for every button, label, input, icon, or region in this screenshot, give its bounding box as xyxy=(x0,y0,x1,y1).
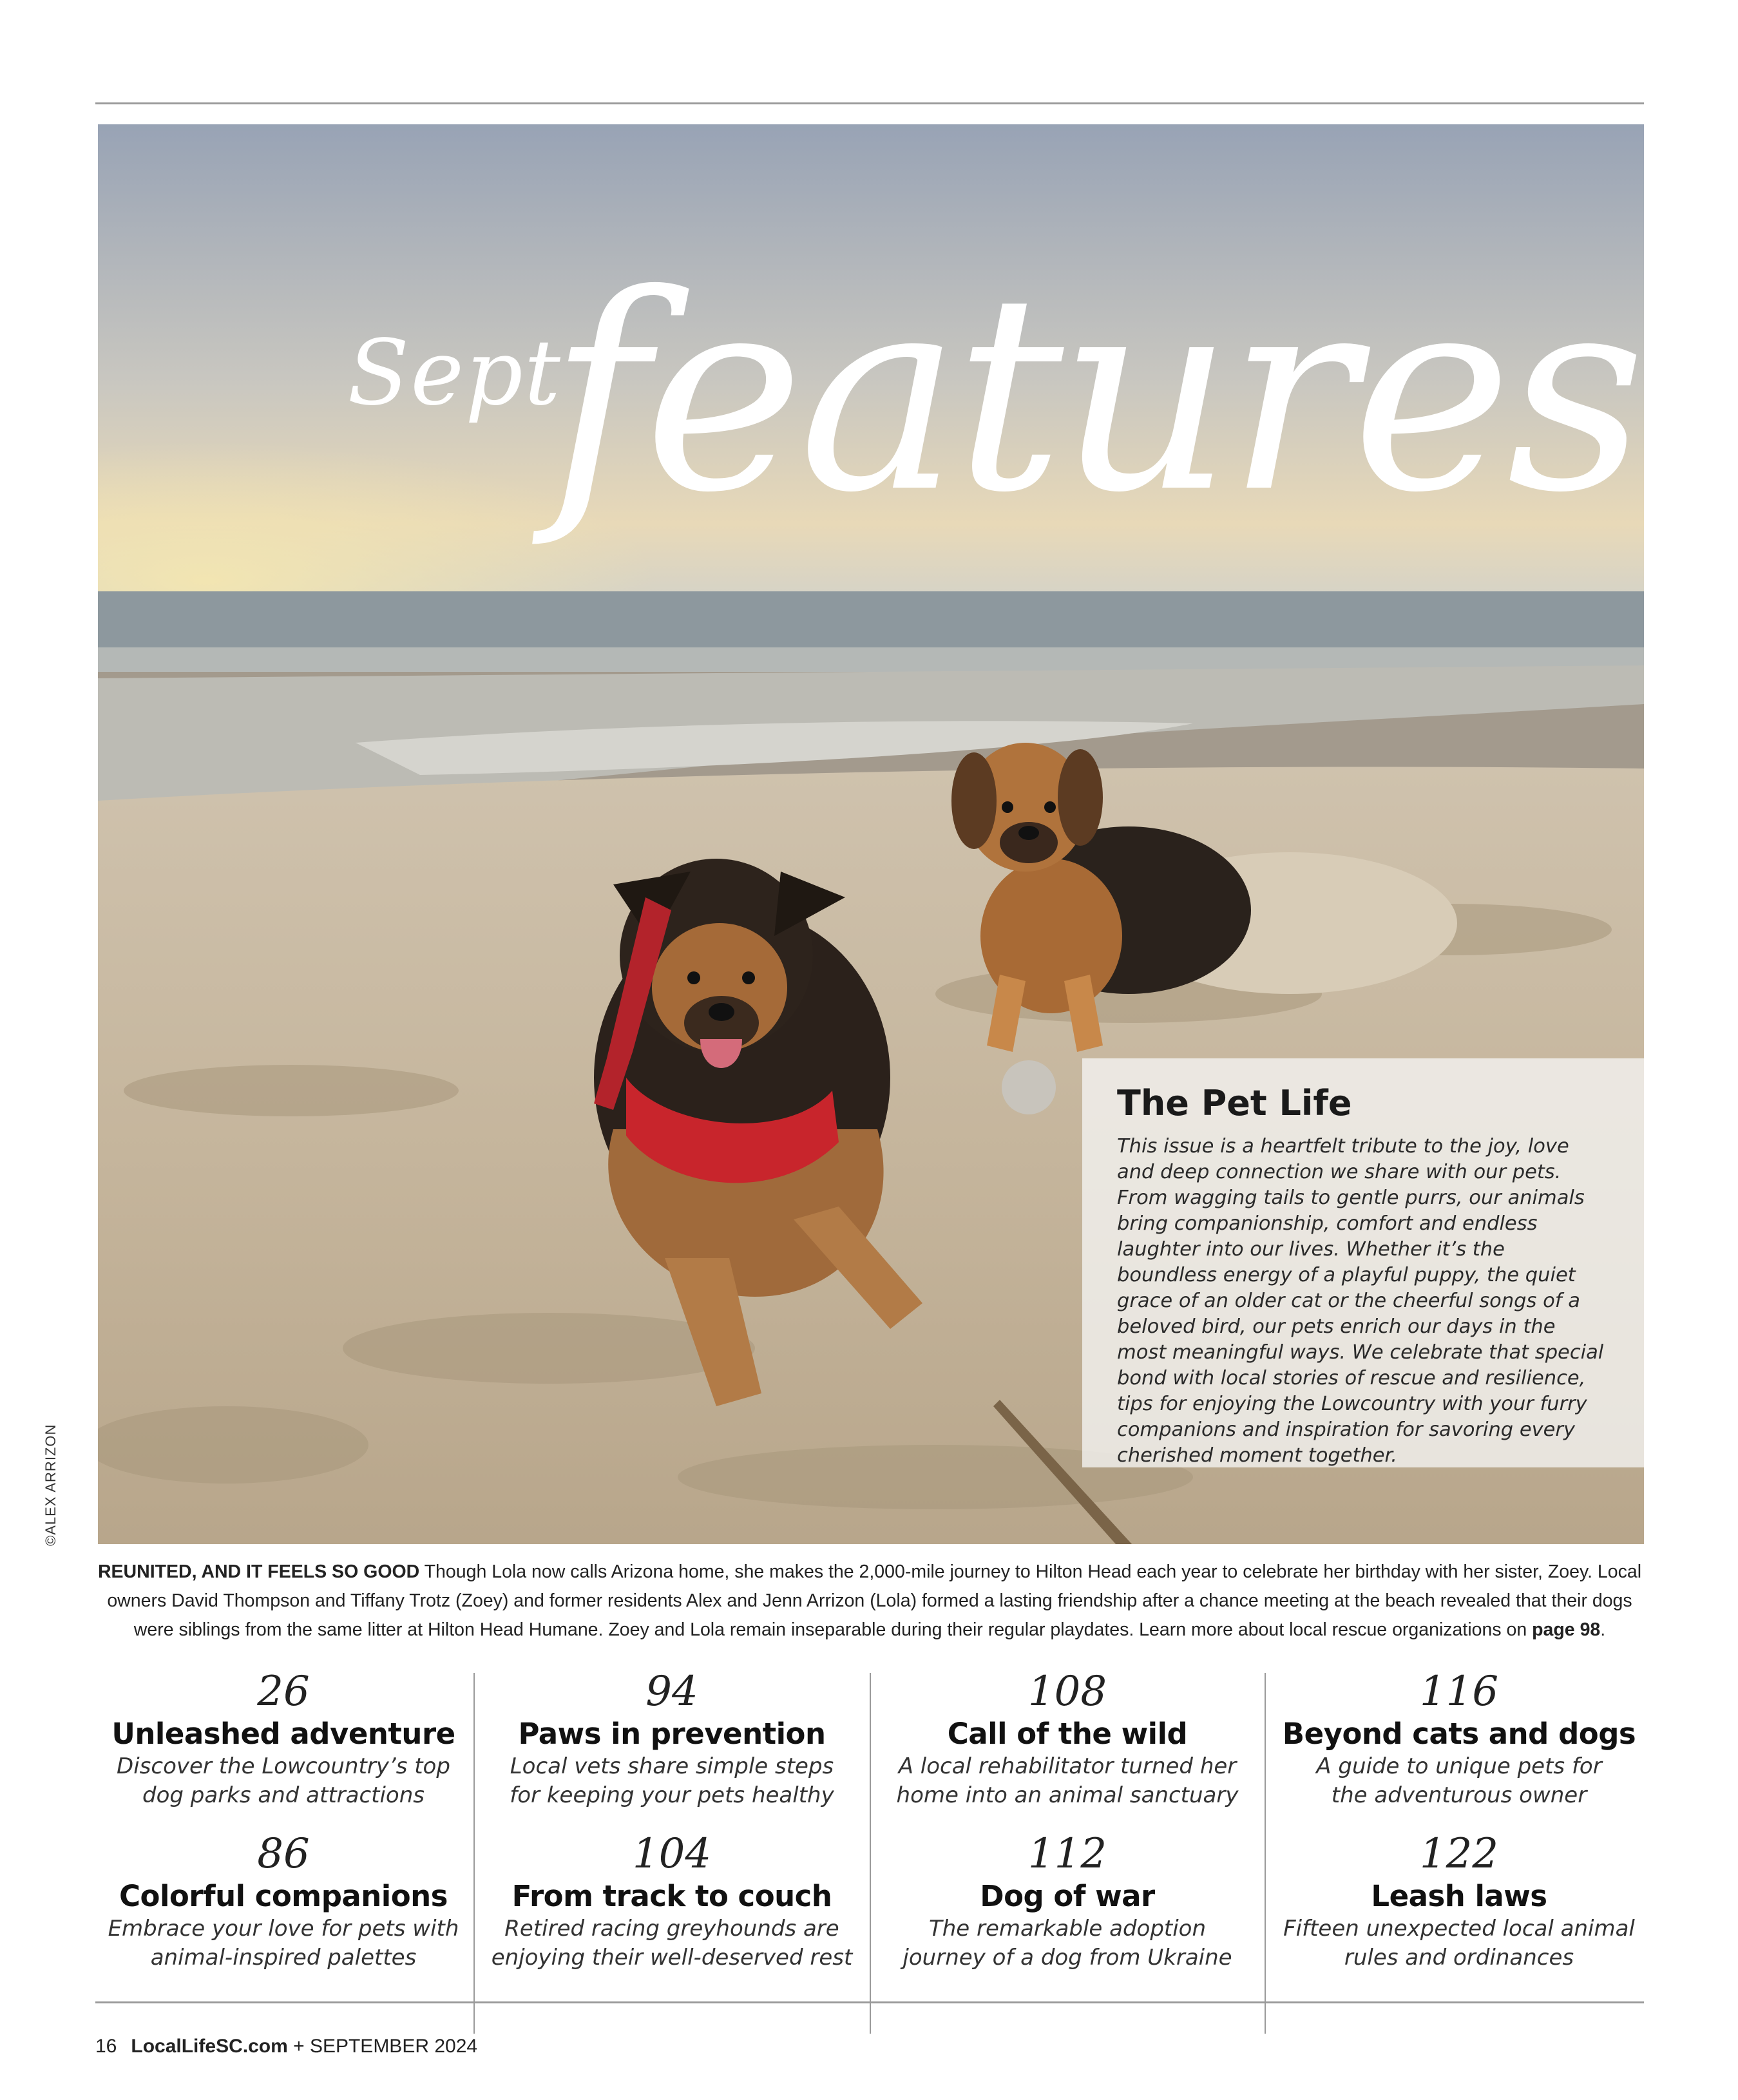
feature-page-number: 112 xyxy=(1027,1830,1107,1878)
feature-page-number: 108 xyxy=(1027,1668,1107,1715)
feature-title: Call of the wild xyxy=(947,1717,1188,1751)
feature-title: Paws in prevention xyxy=(518,1717,826,1751)
features-title: features xyxy=(549,237,1641,552)
feature-desc-line: Local vets share simple steps xyxy=(510,1753,834,1779)
page-footer xyxy=(95,2036,477,2057)
feature-title: Beyond cats and dogs xyxy=(1282,1717,1636,1751)
feature-desc-line: for keeping your pets healthy xyxy=(510,1782,834,1808)
feature-page-number: 116 xyxy=(1419,1668,1499,1715)
feature-item[interactable] xyxy=(877,1667,1257,1810)
caption-lead: REUNITED, AND IT FEELS SO GOOD xyxy=(97,1561,420,1582)
caption-page-link[interactable]: page 98 xyxy=(1532,1619,1601,1640)
feature-desc-line: A guide to unique pets for xyxy=(1316,1753,1602,1779)
feature-page-number: 26 xyxy=(257,1668,310,1715)
feature-item[interactable] xyxy=(93,1667,473,1810)
feature-desc-line: Discover the Lowcountry’s top xyxy=(117,1753,450,1779)
feature-desc-line: enjoying their well-deserved rest xyxy=(491,1945,853,1971)
bottom-rule xyxy=(95,2001,1644,2003)
feature-desc-line: rules and ordinances xyxy=(1344,1945,1574,1971)
feature-item[interactable] xyxy=(93,1829,473,1972)
feature-desc-line: A local rehabilitator turned her xyxy=(898,1753,1237,1779)
pet-life-box xyxy=(1082,1058,1644,1467)
feature-page-number: 104 xyxy=(632,1830,712,1878)
feature-desc-line: home into an animal sanctuary xyxy=(896,1782,1239,1808)
feature-item[interactable] xyxy=(1269,1667,1649,1810)
feature-page-number: 86 xyxy=(257,1830,310,1878)
caption-end: . xyxy=(1600,1619,1606,1640)
feature-item[interactable] xyxy=(877,1829,1257,1972)
feature-desc-line: dog parks and attractions xyxy=(142,1782,425,1808)
pet-life-title: The Pet Life xyxy=(1117,1083,1352,1123)
feature-title: Dog of war xyxy=(980,1879,1155,1913)
photo-credit: ©ALEX ARRIZON xyxy=(43,1424,59,1546)
feature-title: Leash laws xyxy=(1371,1879,1547,1913)
feature-desc-line: the adventurous owner xyxy=(1331,1782,1587,1808)
photo-caption xyxy=(97,1558,1643,1645)
feature-item[interactable] xyxy=(482,1829,862,1972)
feature-desc-line: animal-inspired palettes xyxy=(150,1945,417,1971)
top-rule xyxy=(95,102,1644,104)
caption-text: Though Lola now calls Arizona home, she makes the 2,000-mile journey to Hilton Head each year to celebrate her birthday with her sister, Zoey. Local owners David Thompson and Tiffany Trotz (Zoey) and former residents Alex and Jenn Arrizon (Lola) formed a lasting friendship after a chance meeting at the beach revealed that their dogs were siblings from the same litter at Hilton Head Humane. Zoey and Lola remain inseparable during their regular playdates. Learn more about local rescue organizations on xyxy=(107,1561,1642,1640)
feature-page-number: 122 xyxy=(1419,1830,1499,1878)
page-number: 16 xyxy=(95,2036,117,2057)
cover-photo xyxy=(98,124,1644,1544)
sept-label: Sept xyxy=(347,321,562,426)
feature-page-number: 94 xyxy=(645,1668,698,1715)
feature-desc-line: Embrace your love for pets with xyxy=(108,1916,459,1942)
column-divider xyxy=(473,1673,475,2034)
feature-item[interactable] xyxy=(482,1667,862,1810)
feature-desc-line: The remarkable adoption xyxy=(928,1916,1207,1942)
issue-date: + SEPTEMBER 2024 xyxy=(287,2036,478,2057)
feature-title: Unleashed adventure xyxy=(111,1717,455,1751)
feature-desc-line: Retired racing greyhounds are xyxy=(504,1916,839,1942)
feature-title: From track to couch xyxy=(511,1879,832,1913)
feature-desc-line: Fifteen unexpected local animal xyxy=(1283,1916,1635,1942)
feature-item[interactable] xyxy=(1269,1829,1649,1972)
site-link[interactable]: LocalLifeSC.com xyxy=(131,2036,288,2057)
column-divider xyxy=(870,1673,871,2034)
column-divider xyxy=(1265,1673,1266,2034)
feature-desc-line: journey of a dog from Ukraine xyxy=(902,1945,1232,1971)
pet-life-body: This issue is a heartfelt tribute to the joy, love and deep connection we share with our pets. From wagging tails to gentle purrs, our animals bring companionship, comfort and endless laughter into our lives. Whether it’s the boundless energy of a playful puppy, the quiet grace of an older cat or the cheerful songs of a beloved bird, our pets enrich our days in the most meaningful ways. We celebrate that special bond with local stories of rescue and resilience, tips for enjoying the Lowcountry with your furry companions and inspiration for savoring every cherished moment together. xyxy=(1117,1135,1604,1467)
feature-title: Colorful companions xyxy=(119,1879,448,1913)
